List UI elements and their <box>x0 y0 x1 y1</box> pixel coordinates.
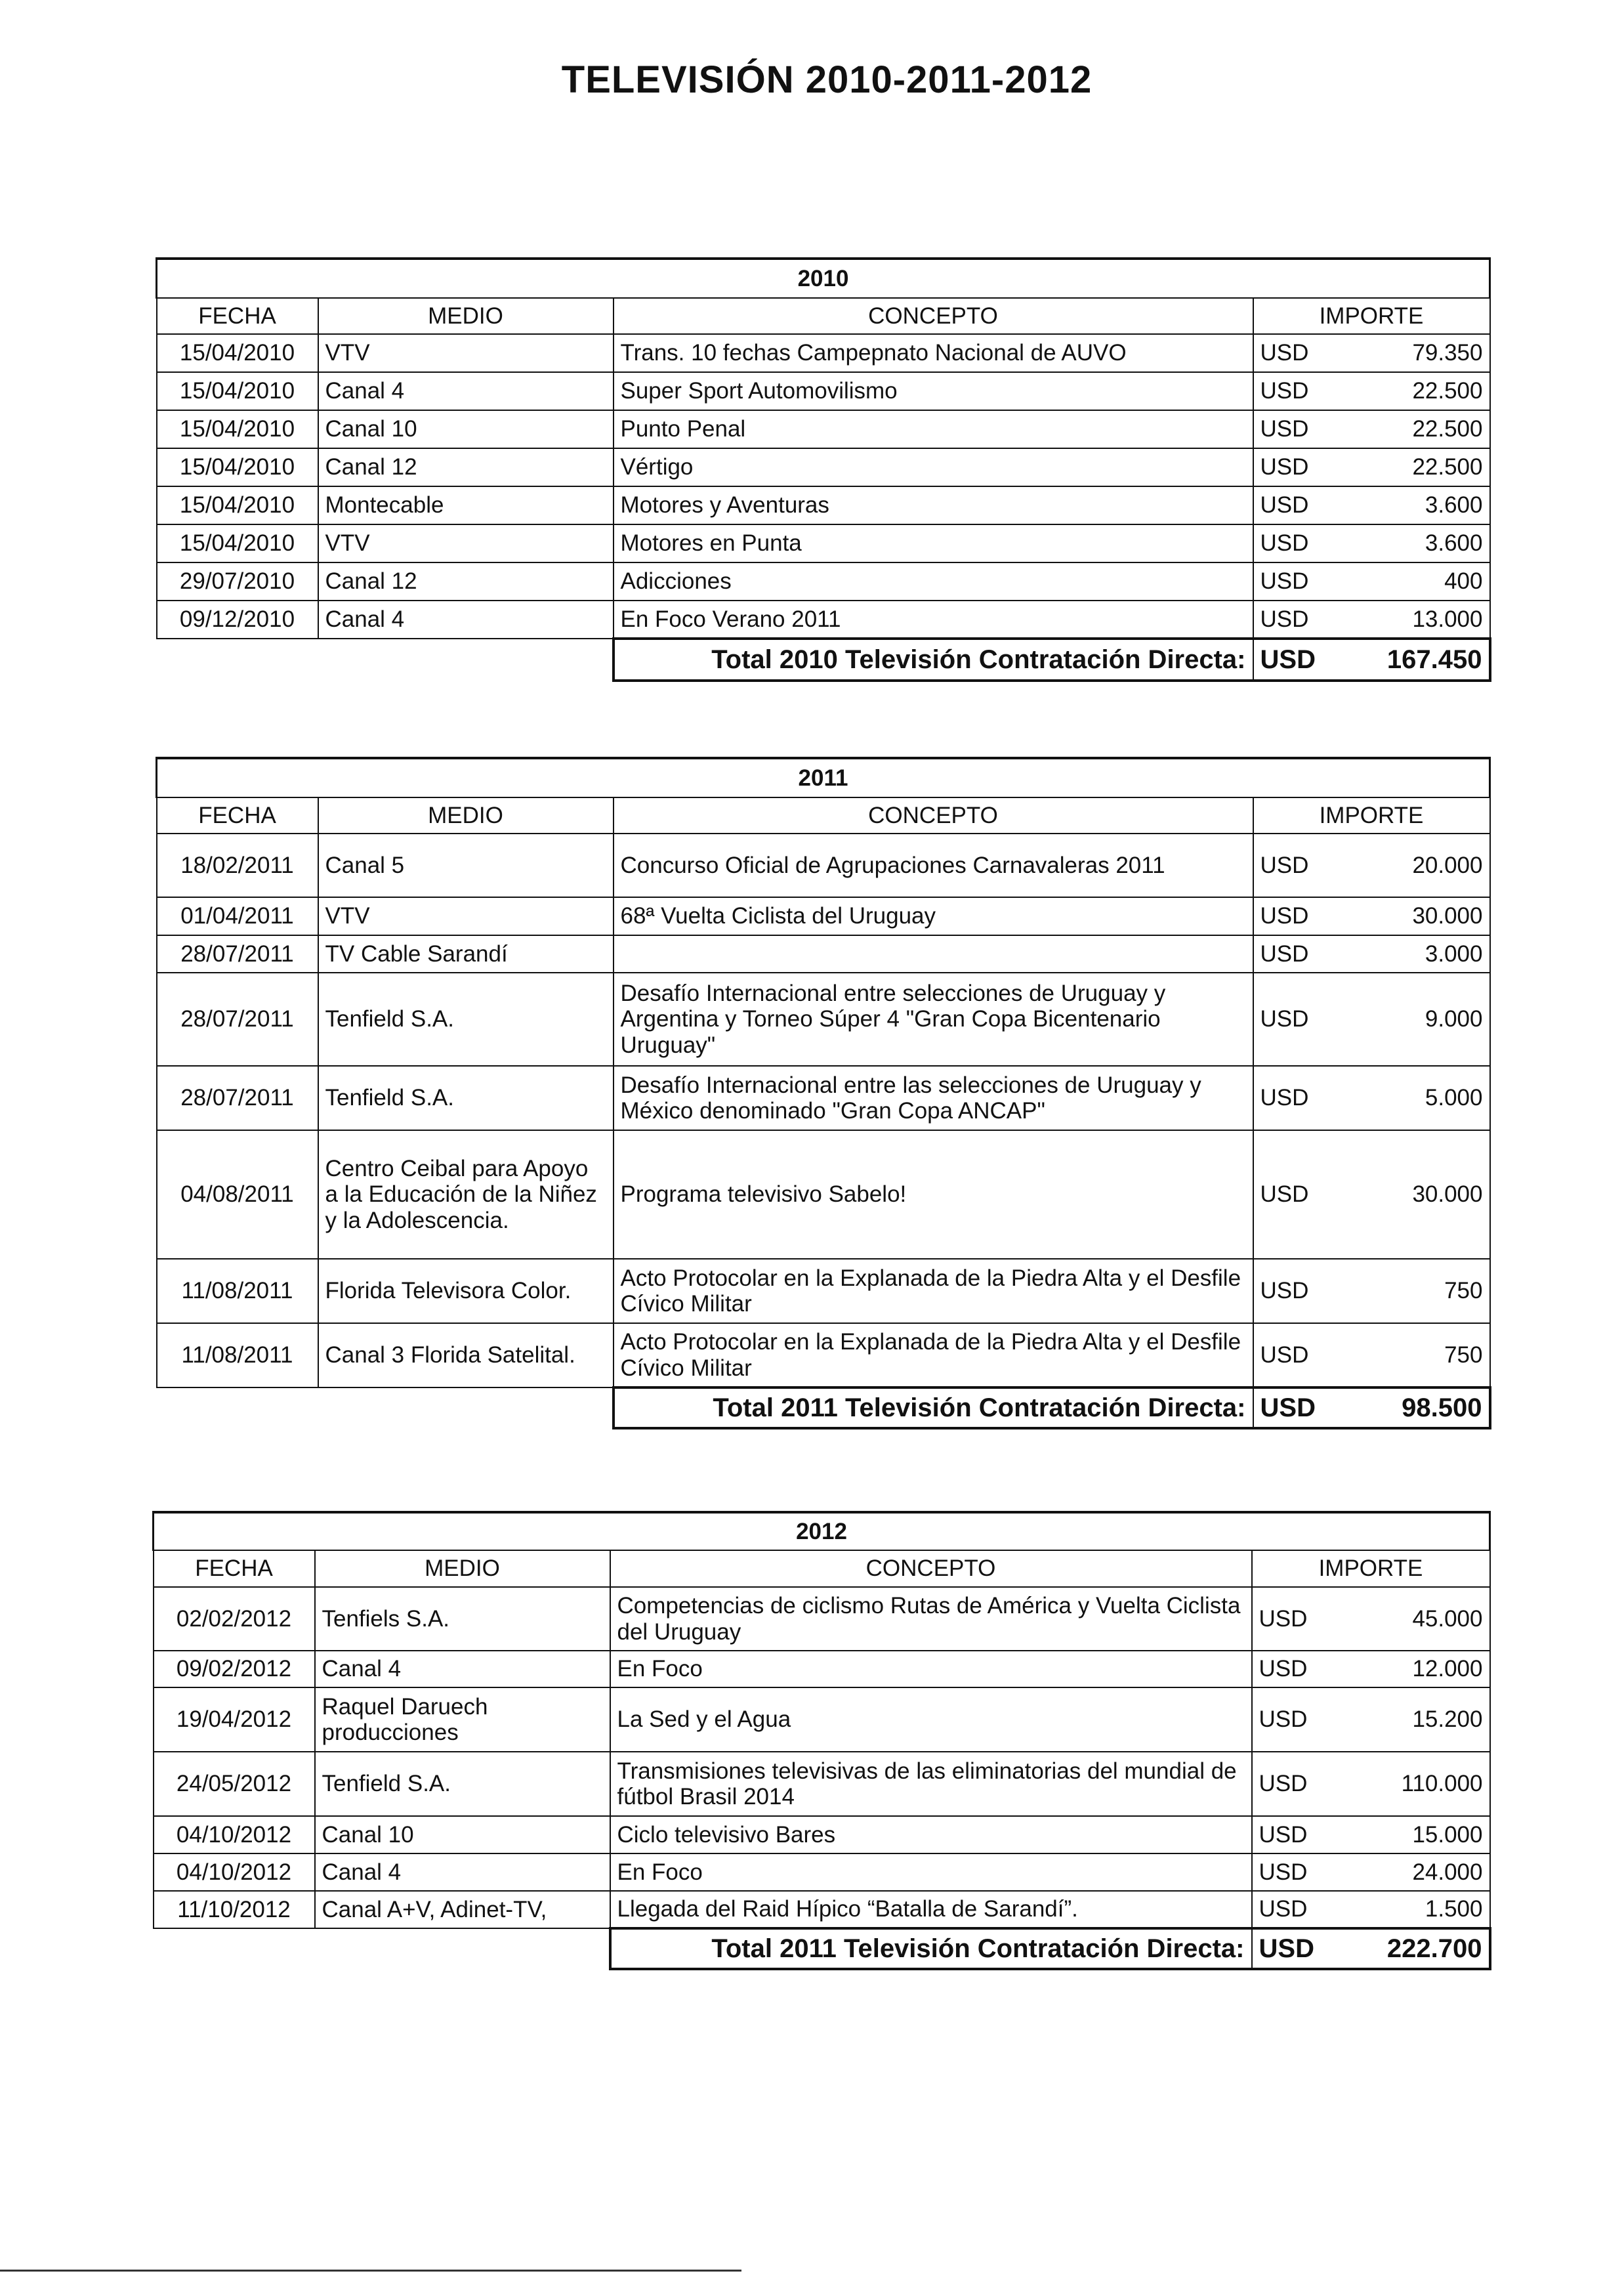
currency-label: USD <box>1260 416 1309 442</box>
medio-cell: VTV <box>318 897 614 935</box>
header-medio: MEDIO <box>315 1550 610 1587</box>
medio-cell: Florida Televisora Color. <box>318 1259 614 1323</box>
concepto-cell: Concurso Oficial de Agrupaciones Carnavaleras 2011 <box>614 834 1253 897</box>
table-row <box>157 372 1490 410</box>
importe-value: 400 <box>1444 568 1483 595</box>
table-row <box>157 410 1490 448</box>
total-currency: USD <box>1259 1934 1314 1963</box>
fecha-cell: 28/07/2011 <box>157 1066 318 1130</box>
fecha-cell: 04/10/2012 <box>154 1816 315 1853</box>
medio-cell: Centro Ceibal para Apoyo a la Educación de la Niñez y la Adolescencia. <box>318 1130 614 1259</box>
concepto-cell: Adicciones <box>614 562 1253 601</box>
section-year: 2011 <box>157 758 1490 797</box>
table-row <box>157 524 1490 562</box>
importe-value: 750 <box>1444 1278 1483 1304</box>
importe-value: 12.000 <box>1412 1656 1483 1682</box>
fecha-cell: 29/07/2010 <box>157 562 318 601</box>
medio-cell: Canal 12 <box>318 562 614 601</box>
concepto-cell <box>614 935 1253 973</box>
currency-label: USD <box>1260 1342 1309 1368</box>
currency-label: USD <box>1259 1821 1308 1848</box>
importe-value: 13.000 <box>1412 606 1483 632</box>
table-row <box>157 1066 1490 1130</box>
total-value: 167.450 <box>1386 645 1482 674</box>
table-row <box>157 601 1490 639</box>
importe-value: 110.000 <box>1401 1771 1483 1797</box>
header-fecha: FECHA <box>157 298 318 334</box>
currency-label: USD <box>1260 568 1309 595</box>
header-concepto: CONCEPTO <box>614 298 1253 334</box>
importe-value: 22.500 <box>1412 454 1483 480</box>
total-currency: USD <box>1260 1393 1316 1422</box>
currency-label: USD <box>1260 941 1309 967</box>
concepto-cell: Trans. 10 fechas Campepnato Nacional de AUVO <box>614 334 1253 372</box>
medio-cell: Canal 12 <box>318 448 614 486</box>
importe-value: 79.350 <box>1412 340 1483 366</box>
importe-value: 3.000 <box>1425 941 1483 967</box>
medio-cell: VTV <box>318 334 614 372</box>
table-row <box>157 973 1490 1066</box>
table-row <box>157 334 1490 372</box>
total-value: 222.700 <box>1386 1934 1482 1963</box>
page-title: TELEVISIÓN 2010-2011-2012 <box>561 58 1093 101</box>
fecha-cell: 11/10/2012 <box>154 1891 315 1928</box>
fecha-cell: 19/04/2012 <box>154 1687 315 1752</box>
total-row <box>154 1928 1490 1969</box>
concepto-cell: En Foco Verano 2011 <box>614 601 1253 639</box>
fecha-cell: 15/04/2010 <box>157 334 318 372</box>
importe-value: 22.500 <box>1412 416 1483 442</box>
importe-value: 30.000 <box>1412 1181 1483 1208</box>
concepto-cell: 68ª Vuelta Ciclista del Uruguay <box>614 897 1253 935</box>
currency-label: USD <box>1260 1278 1309 1304</box>
medio-cell: Canal 4 <box>315 1651 610 1687</box>
table-row <box>157 834 1490 897</box>
table-row <box>157 1259 1490 1323</box>
table-row <box>154 1587 1490 1651</box>
total-label: Total 2010 Televisión Contratación Directa: <box>614 639 1253 681</box>
currency-label: USD <box>1259 1896 1308 1922</box>
fecha-cell: 04/10/2012 <box>154 1853 315 1891</box>
table-row <box>154 1816 1490 1853</box>
currency-label: USD <box>1260 530 1309 557</box>
currency-label: USD <box>1259 1605 1308 1632</box>
importe-value: 3.600 <box>1425 492 1483 519</box>
concepto-cell: La Sed y el Agua <box>610 1687 1252 1752</box>
concepto-cell: Super Sport Automovilismo <box>614 372 1253 410</box>
medio-cell: Canal 4 <box>318 601 614 639</box>
concepto-cell: Transmisiones televisivas de las eliminatorias del mundial de fútbol Brasil 2014 <box>610 1752 1252 1816</box>
total-label: Total 2011 Televisión Contratación Directa: <box>610 1928 1252 1969</box>
medio-cell: Tenfield S.A. <box>315 1752 610 1816</box>
table-row <box>157 1323 1490 1387</box>
fecha-cell: 09/02/2012 <box>154 1651 315 1687</box>
currency-label: USD <box>1260 1085 1309 1111</box>
fecha-cell: 15/04/2010 <box>157 410 318 448</box>
medio-cell: Canal 3 Florida Satelital. <box>318 1323 614 1387</box>
table-row <box>154 1687 1490 1752</box>
concepto-cell: Motores y Aventuras <box>614 486 1253 524</box>
fecha-cell: 02/02/2012 <box>154 1587 315 1651</box>
currency-label: USD <box>1260 606 1309 632</box>
currency-label: USD <box>1260 1181 1309 1208</box>
medio-cell: Tenfield S.A. <box>318 973 614 1066</box>
medio-cell: Montecable <box>318 486 614 524</box>
total-value: 98.500 <box>1402 1393 1482 1422</box>
table-2011 <box>156 757 1489 1429</box>
concepto-cell: Acto Protocolar en la Explanada de la Piedra Alta y el Desfile Cívico Militar <box>614 1259 1253 1323</box>
section-year: 2012 <box>154 1512 1490 1550</box>
concepto-cell: En Foco <box>610 1853 1252 1891</box>
table-2012 <box>152 1511 1489 1970</box>
fecha-cell: 09/12/2010 <box>157 601 318 639</box>
concepto-cell: Ciclo televisivo Bares <box>610 1816 1252 1853</box>
total-row <box>157 1387 1490 1428</box>
medio-cell: Canal 4 <box>315 1853 610 1891</box>
importe-value: 24.000 <box>1412 1859 1483 1885</box>
table-2010 <box>156 257 1489 682</box>
medio-cell: TV Cable Sarandí <box>318 935 614 973</box>
medio-cell: Raquel Daruech producciones <box>315 1687 610 1752</box>
fecha-cell: 11/08/2011 <box>157 1323 318 1387</box>
importe-value: 9.000 <box>1425 1006 1483 1032</box>
concepto-cell: Desafío Internacional entre las selecciones de Uruguay y México denominado "Gran Copa ANCAP" <box>614 1066 1253 1130</box>
header-concepto: CONCEPTO <box>614 797 1253 834</box>
fecha-cell: 28/07/2011 <box>157 935 318 973</box>
concepto-cell: Motores en Punta <box>614 524 1253 562</box>
header-importe: IMPORTE <box>1253 298 1490 334</box>
table-row <box>157 562 1490 601</box>
header-medio: MEDIO <box>318 797 614 834</box>
importe-value: 1.500 <box>1425 1896 1483 1922</box>
importe-value: 15.000 <box>1412 1821 1483 1848</box>
medio-cell: Canal 5 <box>318 834 614 897</box>
currency-label: USD <box>1260 903 1309 929</box>
fecha-cell: 15/04/2010 <box>157 372 318 410</box>
fecha-cell: 28/07/2011 <box>157 973 318 1066</box>
fecha-cell: 04/08/2011 <box>157 1130 318 1259</box>
table-row <box>157 935 1490 973</box>
concepto-cell: Vértigo <box>614 448 1253 486</box>
table-row <box>157 486 1490 524</box>
concepto-cell: Programa televisivo Sabelo! <box>614 1130 1253 1259</box>
medio-cell: Canal 10 <box>315 1816 610 1853</box>
importe-value: 22.500 <box>1412 378 1483 404</box>
total-label: Total 2011 Televisión Contratación Directa: <box>614 1387 1253 1428</box>
currency-label: USD <box>1260 1006 1309 1032</box>
medio-cell: VTV <box>318 524 614 562</box>
currency-label: USD <box>1259 1771 1308 1797</box>
importe-value: 15.200 <box>1412 1706 1483 1733</box>
header-fecha: FECHA <box>154 1550 315 1587</box>
currency-label: USD <box>1260 378 1309 404</box>
header-medio: MEDIO <box>318 298 614 334</box>
header-importe: IMPORTE <box>1252 1550 1490 1587</box>
importe-value: 30.000 <box>1412 903 1483 929</box>
table-row <box>154 1891 1490 1928</box>
header-importe: IMPORTE <box>1253 797 1490 834</box>
importe-value: 750 <box>1444 1342 1483 1368</box>
fecha-cell: 11/08/2011 <box>157 1259 318 1323</box>
fecha-cell: 15/04/2010 <box>157 524 318 562</box>
fecha-cell: 24/05/2012 <box>154 1752 315 1816</box>
fecha-cell: 01/04/2011 <box>157 897 318 935</box>
medio-cell: Canal A+V, Adinet-TV, <box>315 1891 610 1928</box>
table-row <box>154 1752 1490 1816</box>
importe-value: 5.000 <box>1425 1085 1483 1111</box>
table-row <box>157 1130 1490 1259</box>
fecha-cell: 15/04/2010 <box>157 486 318 524</box>
table-row <box>154 1853 1490 1891</box>
importe-value: 45.000 <box>1412 1605 1483 1632</box>
table-row <box>157 448 1490 486</box>
currency-label: USD <box>1259 1859 1308 1885</box>
medio-cell: Tenfiels S.A. <box>315 1587 610 1651</box>
concepto-cell: Desafío Internacional entre selecciones de Uruguay y Argentina y Torneo Súper 4 "Gran Copa Bicentenario Uruguay" <box>614 973 1253 1066</box>
currency-label: USD <box>1260 852 1309 878</box>
medio-cell: Canal 10 <box>318 410 614 448</box>
concepto-cell: Competencias de ciclismo Rutas de América y Vuelta Ciclista del Uruguay <box>610 1587 1252 1651</box>
header-fecha: FECHA <box>157 797 318 834</box>
concepto-cell: En Foco <box>610 1651 1252 1687</box>
currency-label: USD <box>1259 1706 1308 1733</box>
currency-label: USD <box>1259 1656 1308 1682</box>
importe-value: 3.600 <box>1425 530 1483 557</box>
medio-cell: Canal 4 <box>318 372 614 410</box>
table-row <box>154 1651 1490 1687</box>
concepto-cell: Punto Penal <box>614 410 1253 448</box>
bottom-rule <box>0 2270 741 2272</box>
concepto-cell: Llegada del Raid Hípico “Batalla de Sarandí”. <box>610 1891 1252 1928</box>
currency-label: USD <box>1260 454 1309 480</box>
section-year: 2010 <box>157 259 1490 298</box>
fecha-cell: 18/02/2011 <box>157 834 318 897</box>
currency-label: USD <box>1260 492 1309 519</box>
header-concepto: CONCEPTO <box>610 1550 1252 1587</box>
concepto-cell: Acto Protocolar en la Explanada de la Piedra Alta y el Desfile Cívico Militar <box>614 1323 1253 1387</box>
importe-value: 20.000 <box>1412 852 1483 878</box>
fecha-cell: 15/04/2010 <box>157 448 318 486</box>
total-currency: USD <box>1260 645 1316 674</box>
table-row <box>157 897 1490 935</box>
total-row <box>157 639 1490 681</box>
currency-label: USD <box>1260 340 1309 366</box>
medio-cell: Tenfield S.A. <box>318 1066 614 1130</box>
